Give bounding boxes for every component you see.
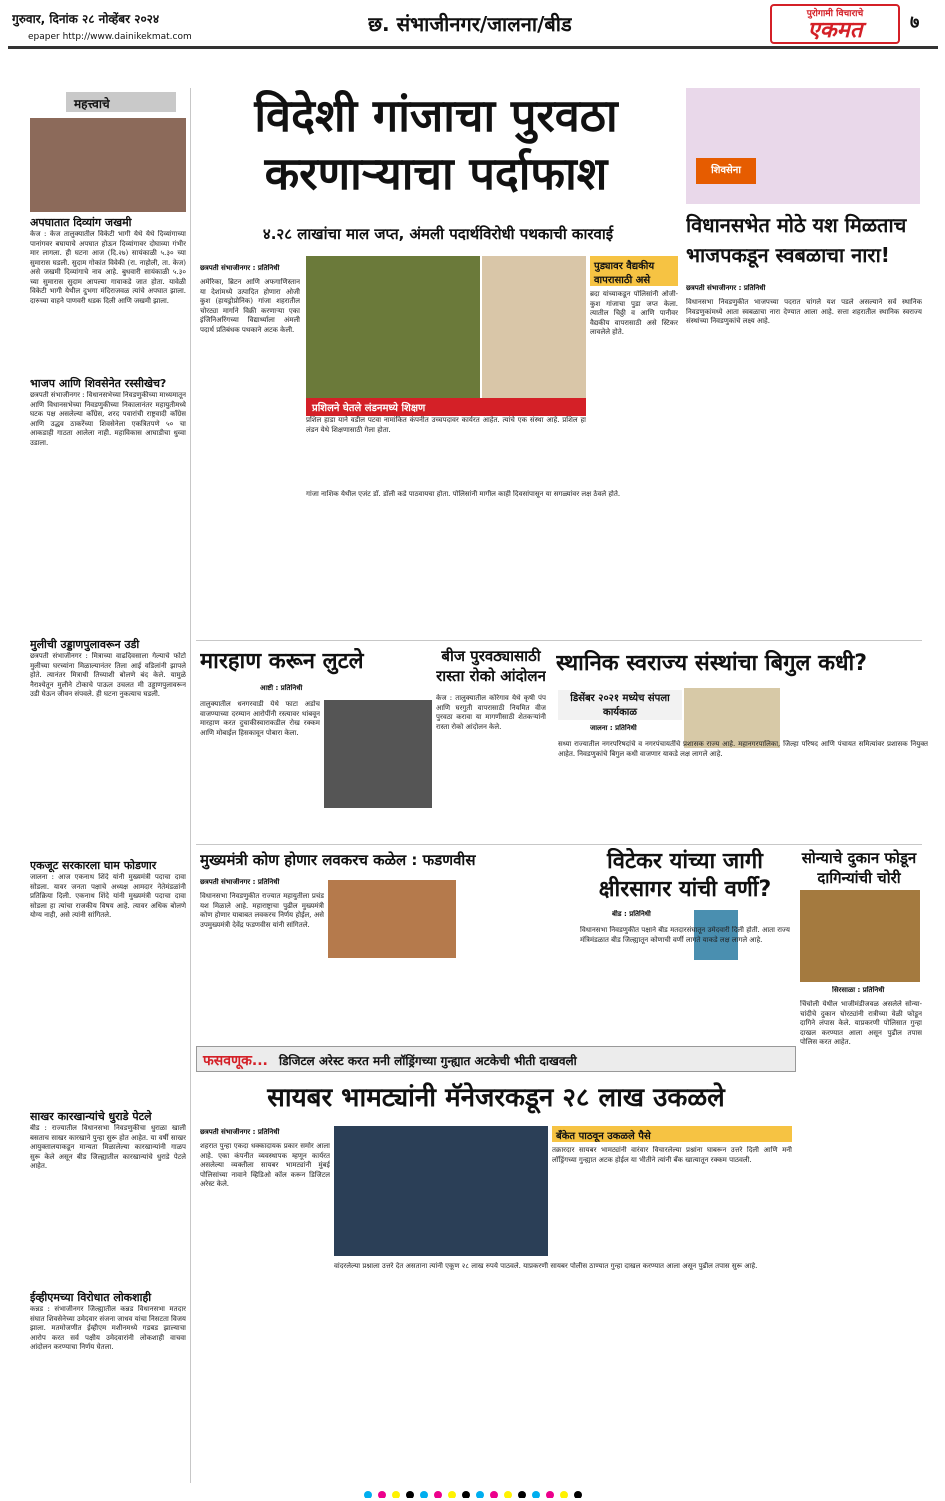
left-story-1-body: केज : केज तालुक्यातील विकेटी भागी येथे येथे दिव्यांगाच्या पानांगवर बघायाचे अपघात होऊन दिव्यांगावर दोघाव्या गंभीर मार लागला. ही घटना आज (दि.२७) सायंकाळी ५.३० च्या सुमारास घडली. सुदाम गोकांत विवेकी (रा. नाहोली, ता. केज) असे जखमी दिव्यांगाचे नाव आहे. बुधवारी सायंकाळी ५.३० च्या सुमारास सुदाम आपल्या गावाकडे जात होता. यावेळी विकेटी भागी येथील दुभगा मंदिराजवळ त्यांचे अपघात झाला. दारुच्या वाहने पाणवरी धडक दिली आणि जखमी झाला. bbox=[30, 230, 186, 305]
lead-body-1: अमेरिका, ब्रिटन आणि अफगाणिस्तान या देशांमध्ये उत्पादित होणारा ओजी कुश (हायड्रोप्रोनिक) गांजा शहरातील चोरट्या मार्गाने विक्री करणाऱ्या एका इंजिनिअरिंगच्या विद्यार्थ्याला अंमली पदार्थ प्रतिबंधक पथकाने अटक केली. bbox=[200, 278, 300, 334]
lead-headline-2: करणाऱ्याचा पर्दाफाश bbox=[264, 147, 608, 200]
local-body-byline: जालना : प्रतिनिधी bbox=[590, 724, 637, 732]
election-photo bbox=[686, 88, 920, 204]
registration-dot bbox=[462, 1491, 470, 1498]
edition-title: छ. संभाजीनगर/जालना/बीड bbox=[368, 12, 572, 36]
assault-body: तालुक्यातील धनगरवाडी येथे फाटा अडोच वाजण्याच्या दरम्यान आरोपींनी रस्त्यावर थांबवून मारहाण करत दुचाकीस्वाराकडील रोख रक्कम आणि मोबाईल हिसकावून पोबारा केला. bbox=[200, 700, 320, 737]
local-body-box: डिसेंबर २०२१ मध्येच संपला कार्यकाळ bbox=[558, 690, 682, 720]
lead-headline-1: विदेशी गांजाचा पुरवठा bbox=[254, 89, 618, 142]
assault-byline: आष्टी : प्रतिनिधी bbox=[260, 684, 303, 692]
vitekar-body: विधानसभा निवडणुकीत पक्षाने बीड मतदारसंघातून उमेदवारी दिली होती. आता राज्य मंत्रिमंडळात बीड जिल्ह्यातून कोणाची वर्णी लागते याकडे लक्ष लागले आहे. bbox=[580, 926, 790, 944]
left-story-1 bbox=[30, 215, 186, 370]
left-story-6 bbox=[30, 1290, 186, 1445]
registration-dot bbox=[364, 1491, 372, 1498]
registration-dot bbox=[560, 1491, 568, 1498]
left-story-6-body: कन्नड : संभाजीनगर जिल्ह्यातील कन्नड विधानसभा मतदार संघात शिवसेनेच्या उमेदवार संजना जाधव यांचा निसटता विजय झाला. मतमोजणीत ईव्हीएम मशीनमध्ये गडबड झाल्याचा आरोप करत सर्व पक्षीय उमेदवारांनी लोकशाही वाचवा आंदोलन करण्याचा निर्णय घेतला. bbox=[30, 1305, 186, 1351]
row-divider-1 bbox=[196, 640, 922, 641]
lead-sidebox-title: पुड्यावर वैद्यकीय वापरासाठी असे bbox=[590, 256, 678, 286]
fraud-body-1: शहरात पुन्हा एकदा धक्कादायक प्रकार समोर आला आहे. एका कंपनीत व्यवस्थापक म्हणून कार्यरत असलेल्या व्यक्तीला सायबर भामट्यांनी मुंबई पोलिसांच्या नावाने व्हिडिओ कॉल करून डिजिटल अरेस्ट केले. bbox=[200, 1142, 330, 1188]
left-story-4-body: जालना : आज एकनाथ शिंदे यांनी मुख्यमंत्री पदाचा दावा सोडला. यावर जनता पक्षाचे अध्यक्ष आमदार नेतेमंडळांनी प्रतिक्रिया दिली. एकनाथ शिंदे यांनी मुख्यमंत्री पदाचा दावा सोडला हा त्यांचा राजकीय विषय आहे. त्यावर अधिक बोलणे योग्य नाही, असे त्यांनी सांगितले. bbox=[30, 873, 186, 919]
left-story-2 bbox=[30, 376, 186, 631]
registration-dots bbox=[0, 1484, 945, 1498]
registration-dot bbox=[490, 1491, 498, 1498]
road-headline: बीज पुरवठ्यासाठी रास्ता रोको आंदोलन bbox=[436, 647, 546, 685]
election-body: विधानसभा निवडणुकीत भाजपच्या पदरात चांगले यश पडले असल्याने सर्व स्थानिक निवडणुकांमध्ये आता स्वबळाचा नारा देण्यात आला आहे. सत्ता शहरातील स्थानिक स्वराज्य संस्थांच्या निवडणुकांचे लक्ष्य आहे. bbox=[686, 298, 922, 325]
registration-dot bbox=[546, 1491, 554, 1498]
lead-byline: छत्रपती संभाजीनगर : प्रतिनिधी bbox=[200, 264, 280, 272]
registration-dot bbox=[518, 1491, 526, 1498]
epaper-url[interactable]: epaper http://www.dainikekmat.com bbox=[28, 32, 192, 42]
left-story-1-head: अपघातात दिव्यांग जखमी bbox=[30, 216, 132, 229]
brand-tagline: पुरोगामी विचाराचे bbox=[806, 9, 864, 19]
lead-photo-caption: प्रशिलने घेतले लंडनमध्ये शिक्षण bbox=[306, 398, 586, 416]
lead-body-2: प्रशिल हाडा याने वडील पटवा नामांकित कंपनीत उच्चपदावर कार्यरत आहेत. त्यांचे एक संस्था आहे. प्रशिल हा लंडन येथे शिक्षणासाठी गेला होता. bbox=[306, 416, 586, 434]
registration-dot bbox=[476, 1491, 484, 1498]
left-story-4-head: एकजूट सरकारला घाम फोडणार bbox=[30, 859, 157, 872]
assault-headline: मारहाण करून लुटले bbox=[200, 649, 364, 674]
fraud-sidebox-title: बँकेत पाठवून उकळले पैसे bbox=[552, 1126, 792, 1142]
shop-headline: सोन्याचे दुकान फोडून दागिन्यांची चोरी bbox=[801, 849, 917, 887]
local-body-headline: स्थानिक स्वराज्य संस्थांचा बिगुल कधी? bbox=[556, 651, 868, 676]
row-divider-2 bbox=[196, 844, 922, 845]
left-story-5-body: बीड : राज्यातील विधानसभा निवडणुकीचा धुराळा खाली बसताच साखर कारखाने पुन्हा सुरू होत आहेत. या वर्षी साखर आयुक्तालयाकडून मान्यता मिळालेल्या कारखान्यांनी गाळप सुरू केले असून बीड जिल्ह्यातील कारखान्यांचे धुराडे पेटले आहेत. bbox=[30, 1124, 186, 1170]
section-tab: महत्त्वाचे bbox=[66, 92, 176, 112]
masthead-date: गुरुवार, दिनांक २८ नोव्हेंबर २०२४ bbox=[12, 12, 160, 26]
registration-dot bbox=[420, 1491, 428, 1498]
left-story-2-head: भाजप आणि शिवसेनेत रस्सीखेच? bbox=[30, 377, 167, 390]
registration-dot bbox=[406, 1491, 414, 1498]
left-story-2-body: छत्रपती संभाजीनगर : विधानसभेच्या निवडणुकीच्या माध्यमातून आणि विधानसभेच्या निवडणुकीच्या निकालानंतर महायुतीमध्ये घटक पक्ष असलेल्या काँग्रेस, शरद पवारांची राष्ट्रवादी काँग्रेस आणि उद्धव ठाकरेंच्या शिवसेनेला एकत्रितपणे ५० चा आकडाही गाठता आलेला नाही. महाविकास आघाडीचा धुव्वा उडाला. bbox=[30, 391, 186, 447]
brand-logo-text: एकमत bbox=[807, 18, 863, 43]
registration-dot bbox=[532, 1491, 540, 1498]
shop-photo bbox=[800, 890, 920, 982]
left-story-5 bbox=[30, 1109, 186, 1284]
road-body: केज : तालुक्यातील कोरेगाव येथे कृषी पंप आणि घरगुती वापरासाठी नियमित वीज पुरवठा करावा या मागणीसाठी शेतकऱ्यांनी रास्ता रोको आंदोलन केले. bbox=[436, 694, 546, 731]
lead-subhead: ४.२८ लाखांचा माल जप्त, अंमली पदार्थविरोधी पथकाची कारवाई bbox=[262, 225, 614, 243]
ganja-photo bbox=[306, 256, 480, 398]
assault-photo bbox=[324, 700, 432, 808]
registration-dot bbox=[434, 1491, 442, 1498]
lead-sidebox-body: ब्रदा यांच्याकडून पोलिसांनी ओजी-कुश गांजाचा पुडा जप्त केला. त्यातील चिठ्ठी व आणि पानीवर वैद्यकीय वापरासाठी असे स्टिकर लावलेले होते. bbox=[590, 290, 678, 336]
lead-body-3: गांजा नाशिक येथील एजंट डॉ. डॉली कडे पाठवायचा होता. पोलिसांनी मागील काही दिवसांपासून या सगळ्यांवर लक्ष ठेवले होते. bbox=[306, 490, 621, 498]
shop-body: चिंचोली येथील भाजीमंडीजवळ असलेले सोन्या-चांदीचे दुकान चोरट्यांनी रात्रीच्या वेळी फोडून दागिने लंपास केले. याप्रकरणी पोलिसात गुन्हा दाखल करण्यात आला असून पुढील तपास पोलिस करत आहेत. bbox=[800, 1000, 922, 1046]
registration-dot bbox=[504, 1491, 512, 1498]
cm-body: विधानसभा निवडणुकीत राज्यात महायुतीला प्रचंड यश मिळाले आहे. महाराष्ट्राचा पुढील मुख्यमंत्री कोण होणार याबाबत लवकरच निर्णय होईल, असे उपमुख्यमंत्री देवेंद्र फडणवीस यांनी सांगितले. bbox=[200, 892, 324, 929]
registration-dot bbox=[574, 1491, 582, 1498]
left-story-5-head: साखर कारखान्यांचे धुराडे पेटले bbox=[30, 1110, 152, 1123]
masthead-rule bbox=[8, 46, 938, 49]
fraud-strap-label: फसवणूक... bbox=[203, 1053, 268, 1069]
shop-byline: सिरसाळा : प्रतिनिधी bbox=[832, 986, 885, 994]
local-body-text: सध्या राज्यातील नगरपरिषदांचे व नगरपंचायतींचे प्रशासक राज्य आहे. महानगरपालिका, जिल्हा परिषद आणि पंचायत समित्यांवर प्रशासक नियुक्त आहेत. निवडणुकांचे बिगुल कधी वाजणार याकडे लक्ष लागले आहे. bbox=[558, 740, 928, 758]
fraud-byline: छत्रपती संभाजीनगर : प्रतिनिधी bbox=[200, 1128, 280, 1136]
registration-dot bbox=[392, 1491, 400, 1498]
fraud-strap-text: डिजिटल अरेस्ट करत मनी लॉड्रिंगच्या गुन्ह्यात अटकेची भीती दाखवली bbox=[278, 1054, 577, 1068]
cm-byline: छत्रपती संभाजीनगर : प्रतिनिधी bbox=[200, 878, 280, 886]
fadnavis-photo bbox=[328, 880, 456, 958]
left-story-3-body: छत्रपती संभाजीनगर : मित्राच्या वाढदिवसाला गेल्याचे फोटो मुलीच्या घरच्यांना मिळाल्यानंतर तिला आई वडिलांनी झापले होते. त्यानंतर मित्राची तिच्याशी बोलणे बंद केले. यामुळे नैराश्येतून मुलीने टोकाचे पाऊल उचलत मी उड्डाणपुलावरून उडी घेऊन जीवन संपवले. ही घटना नुकत्याच घडली. bbox=[30, 652, 186, 698]
cm-headline: मुख्यमंत्री कोण होणार लवकरच कळेल : फडणवीस bbox=[200, 851, 476, 869]
ekmat-logo bbox=[770, 4, 900, 44]
fraud-photo bbox=[334, 1126, 548, 1256]
fraud-headline: सायबर भामट्यांनी मॅनेजरकडून २८ लाख उकळले bbox=[267, 1083, 725, 1113]
left-story-3-head: मुलीची उड्डाणपुलावरून उडी bbox=[30, 638, 140, 651]
left-story-3 bbox=[30, 637, 186, 852]
fraud-strap bbox=[196, 1046, 796, 1072]
accused-photo bbox=[482, 256, 586, 398]
vitekar-byline: बीड : प्रतिनिधी bbox=[612, 910, 651, 918]
shivsena-logo: शिवसेना bbox=[696, 158, 756, 184]
registration-dot bbox=[378, 1491, 386, 1498]
left-story-4 bbox=[30, 858, 186, 1103]
fraud-body-3: वांदरलेल्या प्रश्नाला उत्तरे देत असताना त्यांनी एकूण २८ लाख रुपये पाठवले. याप्रकरणी सायबर पोलीस ठाण्यात गुन्हा दाखल करण्यात आला असून पुढील तपास सुरू आहे. bbox=[334, 1262, 758, 1270]
left-story-6-head: ईव्हीएमच्या विरोधात लोकशाही bbox=[30, 1291, 152, 1304]
election-headline: विधानसभेत मोठे यश मिळताच भाजपकडून स्वबळाचा नारा! bbox=[686, 213, 907, 267]
left-column-stories bbox=[30, 215, 186, 1483]
election-byline: छत्रपती संभाजीनगर : प्रतिनिधी bbox=[686, 284, 766, 292]
registration-dot bbox=[448, 1491, 456, 1498]
fraud-body-2: तक्रारदार सायबर भामट्यांनी वारंवार विचारलेल्या प्रश्नांना घाबरून उत्तरे दिली आणि मनी लॉड्रिंगच्या गुन्ह्यात अटक होईल या भीतीने त्यांनी बँक खात्यातून रक्कम पाठवली. bbox=[552, 1146, 792, 1164]
local-body-cartoon bbox=[684, 688, 780, 748]
vitekar-headline: विटेकर यांच्या जागी क्षीरसागर यांची वर्णी? bbox=[598, 849, 772, 902]
left-column-divider bbox=[190, 88, 191, 1483]
page-number: ७ bbox=[910, 12, 920, 33]
accident-photo bbox=[30, 118, 186, 212]
